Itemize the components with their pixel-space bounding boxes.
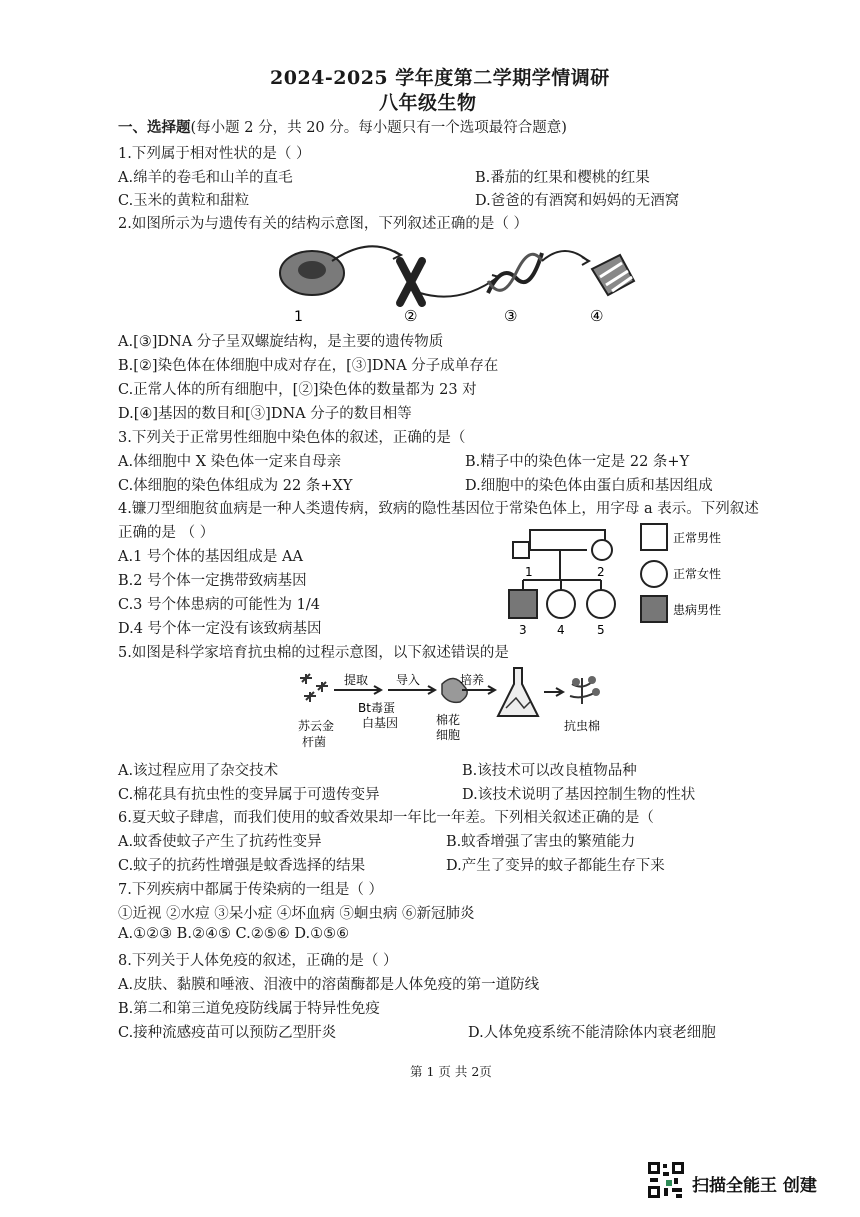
q8-option-d: D.人体免疫系统不能清除体内衰老细胞 xyxy=(468,1025,716,1041)
q2-option-d: D.[④]基因的数目和[③]DNA 分子的数目相等 xyxy=(118,406,412,422)
q5-option-a: A.该过程应用了杂交技术 xyxy=(118,763,279,779)
q7-stem: 7.下列疾病中都属于传染病的一组是（ ） xyxy=(118,882,383,898)
step-import: 导入 xyxy=(396,673,421,687)
section-heading xyxy=(118,116,567,137)
q8-option-a: A.皮肤、黏膜和唾液、泪液中的溶菌酶都是人体免疫的第一道防线 xyxy=(118,977,540,993)
q5-option-d: D.该技术说明了基因控制生物的性状 xyxy=(462,787,696,803)
fig-label-1: 1 xyxy=(294,309,303,325)
node-cell-2: 细胞 xyxy=(436,728,461,742)
q4-option-b: B.2 号个体一定携带致病基因 xyxy=(118,573,307,589)
q3-option-c: C.体细胞的染色体组成为 22 条+XY xyxy=(118,478,353,494)
step-culture: 培养 xyxy=(460,673,485,687)
ped-number-3: 3 xyxy=(519,623,527,637)
fig-label-3: ③ xyxy=(504,307,518,325)
q1-option-a: A.绵羊的卷毛和山羊的直毛 xyxy=(118,170,293,186)
q6-option-d: D.产生了变异的蚊子都能生存下来 xyxy=(446,858,665,874)
q8-option-c: C.接种流感疫苗可以预防乙型肝炎 xyxy=(118,1025,337,1041)
qr-code-icon xyxy=(646,1160,686,1200)
q2-stem: 2.如图所示为与遗传有关的结构示意图，下列叙述正确的是（ ） xyxy=(118,216,528,232)
section-title: 一、选择题 xyxy=(118,119,191,136)
node-gene-1: Bt毒蛋 xyxy=(358,701,395,715)
node-cell-1: 棉花 xyxy=(436,713,461,727)
legend-affected-male: 患病男性 xyxy=(673,603,722,617)
q7-disease-list: ①近视 ②水痘 ③呆小症 ④坏血病 ⑤蛔虫病 ⑥新冠肺炎 xyxy=(118,906,475,922)
q6-option-b: B.蚊香增强了害虫的繁殖能力 xyxy=(446,834,636,850)
q8-option-b: B.第二和第三道免疫防线属于特异性免疫 xyxy=(118,1001,380,1017)
node-bt-cotton: 抗虫棉 xyxy=(564,719,601,733)
q3-option-d: D.细胞中的染色体由蛋白质和基因组成 xyxy=(465,478,713,494)
q2-heredity-figure xyxy=(270,233,650,328)
q7-options: A.①②③ B.②④⑤ C.②⑤⑥ D.①⑤⑥ xyxy=(118,926,350,942)
q5-process-figure xyxy=(292,664,622,756)
individual-5-female xyxy=(587,590,615,618)
individual-1-male xyxy=(513,542,529,558)
ped-number-1: 1 xyxy=(525,565,533,579)
individual-2-female xyxy=(592,540,612,560)
q6-option-a: A.蚊香使蚊子产生了抗药性变异 xyxy=(118,834,322,850)
fig-label-2: ② xyxy=(404,307,418,325)
chromosome-icon xyxy=(400,261,422,303)
q6-option-c: C.蚊子的抗药性增强是蚊香选择的结果 xyxy=(118,858,366,874)
q2-option-a: A.[③]DNA 分子呈双螺旋结构，是主要的遗传物质 xyxy=(118,334,444,350)
q8-stem: 8.下列关于人体免疫的叙述，正确的是（ ） xyxy=(118,953,398,969)
q4-stem-line1: 4.镰刀型细胞贫血病是一种人类遗传病，致病的隐性基因位于常染色体上，用字母 a 表示。下列叙述 xyxy=(118,501,759,517)
q1-option-d: D.爸爸的有酒窝和妈妈的无酒窝 xyxy=(475,193,680,209)
exam-subtitle: 八年级生物 xyxy=(379,92,477,114)
fig-label-4: ④ xyxy=(590,307,604,325)
legend-female-symbol xyxy=(641,561,667,587)
q4-option-d: D.4 号个体一定没有该致病基因 xyxy=(118,621,322,637)
ped-number-5: 5 xyxy=(597,623,605,637)
q4-option-c: C.3 号个体患病的可能性为 1/4 xyxy=(118,597,320,613)
step-extract: 提取 xyxy=(344,673,369,687)
q3-option-b: B.精子中的染色体一定是 22 条+Y xyxy=(465,454,690,470)
q5-stem: 5.如图是科学家培育抗虫棉的过程示意图，以下叙述错误的是 xyxy=(118,645,509,661)
ped-number-4: 4 xyxy=(557,623,565,637)
nucleus-icon xyxy=(298,261,326,279)
q3-stem: 3.下列关于正常男性细胞中染色体的叙述，正确的是（ xyxy=(118,430,466,446)
q4-stem-line2: 正确的是 （ ） xyxy=(118,525,215,541)
scanner-watermark: 扫描全能王 创建 xyxy=(692,1176,817,1196)
q2-option-b: B.[②]染色体在体细胞中成对存在，[③]DNA 分子成单存在 xyxy=(118,358,499,374)
q5-option-b: B.该技术可以改良植物品种 xyxy=(462,763,637,779)
ped-number-2: 2 xyxy=(597,565,605,579)
q1-stem: 1.下列属于相对性状的是（ ） xyxy=(118,146,311,162)
q6-stem: 6.夏天蚊子肆虐，而我们使用的蚊香效果却一年比一年差。下列相关叙述正确的是（ xyxy=(118,810,654,826)
legend-affected-symbol xyxy=(641,596,667,622)
page-number: 第 1 页 共 2页 xyxy=(410,1064,492,1079)
q1-option-b: B.番茄的红果和樱桃的红果 xyxy=(475,170,650,186)
q2-option-c: C.正常人体的所有细胞中，[②]染色体的数量都为 23 对 xyxy=(118,382,477,398)
arrow-3 xyxy=(542,251,588,261)
q1-option-c: C.玉米的黄粒和甜粒 xyxy=(118,193,250,209)
q5-option-c: C.棉花具有抗虫性的变异属于可遗传变异 xyxy=(118,787,380,803)
node-gene-2: 白基因 xyxy=(362,716,399,730)
q4-pedigree-chart xyxy=(505,520,755,640)
node-bacterium-2: 杆菌 xyxy=(302,735,327,749)
legend-normal-female: 正常女性 xyxy=(673,567,722,581)
exam-title: 2024-2025 学年度第二学期学情调研 xyxy=(270,67,610,89)
node-bacterium-1: 苏云金 xyxy=(298,719,335,733)
arrow-1 xyxy=(332,246,400,261)
section-note: (每小题 2 分，共 20 分。每小题只有一个选项最符合题意) xyxy=(190,120,567,136)
bacterium-icon xyxy=(300,674,328,702)
arrow-2 xyxy=(420,277,498,297)
q4-option-a: A.1 号个体的基因组成是 AA xyxy=(118,549,303,565)
legend-male-symbol xyxy=(641,524,667,550)
flask-icon xyxy=(498,668,538,716)
legend-normal-male: 正常男性 xyxy=(673,531,722,545)
q3-option-a: A.体细胞中 X 染色体一定来自母亲 xyxy=(118,454,342,470)
individual-3-affected-male xyxy=(509,590,537,618)
individual-4-female xyxy=(547,590,575,618)
